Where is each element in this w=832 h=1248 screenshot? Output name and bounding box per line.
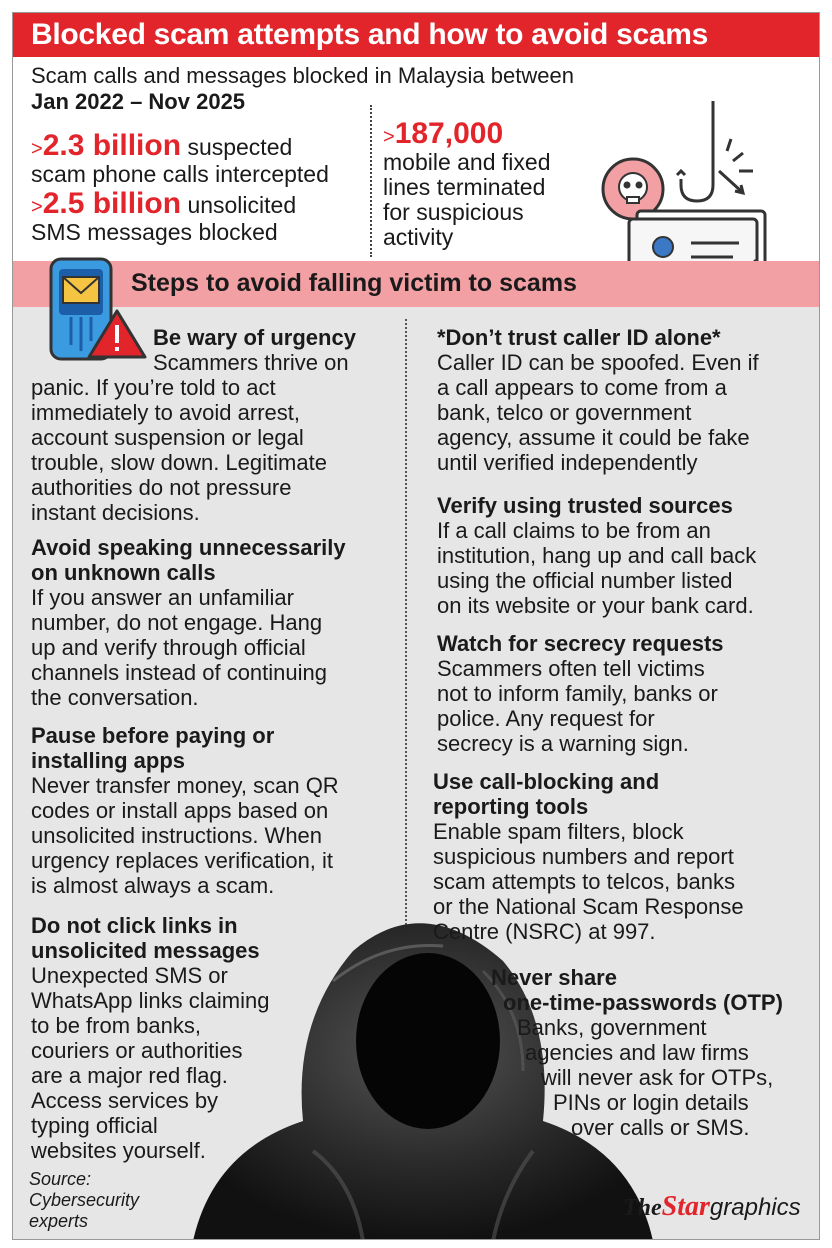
step-secrecy	[437, 631, 724, 756]
step-body-line: instant decisions.	[31, 500, 200, 525]
step-body-line: WhatsApp links claiming	[31, 988, 270, 1013]
step-trusted-sources	[437, 493, 756, 618]
stat-lines-value: 187,000	[394, 117, 504, 150]
step-body-line: is almost always a scam.	[31, 873, 275, 898]
brand-logo	[623, 1191, 801, 1223]
stat-calls-line2: scam phone calls intercepted	[31, 161, 329, 187]
step-body-line: secrecy is a warning sign.	[437, 731, 689, 756]
step-title: Be wary of urgency	[153, 325, 356, 350]
stat-lines	[383, 117, 551, 250]
step-urgency	[153, 325, 356, 375]
step-body-line: on its website or your bank card.	[437, 593, 754, 618]
stat-sms-prefix: >	[31, 196, 43, 218]
step-body-line: are a major red flag.	[31, 1063, 228, 1088]
step-urgency-cont	[31, 375, 327, 525]
step-title: Watch for secrecy requests	[437, 631, 724, 656]
step-otp-body-5: over calls or SMS.	[571, 1115, 750, 1140]
step-call-blocking	[433, 769, 744, 944]
stat-lines-line3: for suspicious	[383, 199, 524, 225]
source-note	[29, 1169, 139, 1232]
step-body-line: not to inform family, banks or	[437, 681, 718, 706]
step-body-line: typing official	[31, 1113, 158, 1138]
step-body-line: police. Any request for	[437, 706, 655, 731]
stat-lines-line4: activity	[383, 224, 454, 250]
step-body-line: websites yourself.	[31, 1138, 206, 1163]
step-body-line: immediately to avoid arrest,	[31, 400, 300, 425]
step-body-line: bank, telco or government	[437, 400, 692, 425]
source-line: Cybersecurity	[29, 1190, 140, 1210]
step-body-line: channels instead of continuing	[31, 660, 327, 685]
step-body-line: authorities do not pressure	[31, 475, 292, 500]
stat-calls	[31, 129, 329, 187]
stat-lines-line2: lines terminated	[383, 174, 546, 200]
step-body-line: panic. If you’re told to act	[31, 375, 276, 400]
infographic	[12, 12, 820, 1240]
step-body-line: unsolicited instructions. When	[31, 823, 323, 848]
step-title: installing apps	[31, 748, 186, 773]
stat-sms-value: 2.5 billion	[42, 187, 182, 220]
step-body-line: Unexpected SMS or	[31, 963, 228, 988]
page-title: Blocked scam attempts and how to avoid scams	[31, 18, 709, 51]
phone-message-icon	[37, 253, 157, 363]
step-body-line: number, do not engage. Hang	[31, 610, 323, 635]
step-pause-paying	[31, 723, 339, 898]
step-body-line: If a call claims to be from an	[437, 518, 711, 543]
stat-calls-value: 2.3 billion	[42, 129, 182, 162]
step-body-line: scam attempts to telcos, banks	[433, 869, 736, 894]
step-body-line: agency, assume it could be fake	[437, 425, 750, 450]
step-body-line: until verified independently	[437, 450, 698, 475]
step-title: Use call-blocking and	[433, 769, 660, 794]
step-body-line: Centre (NSRC) at 997.	[433, 919, 656, 944]
step-caller-id	[437, 325, 759, 475]
hook-phishing-icon	[677, 101, 753, 201]
step-body-line: trouble, slow down. Legitimate	[31, 450, 327, 475]
step-title: *Don’t trust caller ID alone*	[437, 325, 721, 350]
stat-calls-prefix: >	[31, 138, 43, 160]
step-body-line: codes or install apps based on	[31, 798, 329, 823]
step-title: on unknown calls	[31, 560, 216, 585]
step-body-line: the conversation.	[31, 685, 199, 710]
stat-lines-prefix: >	[383, 126, 395, 148]
step-title: Pause before paying or	[31, 723, 275, 748]
step-otp-title-1: Never share	[491, 965, 617, 990]
step-body-line: up and verify through official	[31, 635, 306, 660]
step-body-line: If you answer an unfamiliar	[31, 585, 294, 610]
step-otp-body-3: will never ask for OTPs,	[541, 1065, 774, 1090]
step-body-line: Scammers often tell victims	[437, 656, 705, 681]
source-line: Source:	[29, 1169, 92, 1189]
step-body-line: using the official number listed	[437, 568, 733, 593]
step-title: Do not click links in	[31, 913, 238, 938]
stats-divider	[370, 105, 372, 257]
source-line: experts	[29, 1211, 89, 1231]
step-title: reporting tools	[433, 794, 589, 819]
steps-heading: Steps to avoid falling victim to scams	[131, 269, 577, 297]
step-otp-body-4: PINs or login details	[553, 1090, 749, 1115]
step-body-line: Caller ID can be spoofed. Even if	[437, 350, 759, 375]
step-body-line: Scammers thrive on	[153, 350, 349, 375]
stats-intro: Scam calls and messages blocked in Malaysia between	[31, 63, 574, 88]
stat-calls-line1: suspected	[187, 134, 293, 160]
steps-divider	[405, 319, 407, 929]
stats-period: Jan 2022 – Nov 2025	[31, 89, 246, 114]
brand-graphics: graphics	[709, 1194, 801, 1221]
step-otp-body-1: Banks, government	[517, 1015, 707, 1040]
step-body-line: suspicious numbers and report	[433, 844, 734, 869]
step-body-line: institution, hang up and call back	[437, 543, 757, 568]
step-body-line: to be from banks,	[31, 1013, 201, 1038]
step-title: Verify using trusted sources	[437, 493, 733, 518]
step-body-line: Enable spam filters, block	[433, 819, 684, 844]
step-body-line: urgency replaces verification, it	[31, 848, 334, 873]
step-unknown-calls	[31, 535, 346, 710]
stat-sms-line1: unsolicited	[187, 192, 297, 218]
brand-star: Star	[661, 1191, 710, 1222]
stat-lines-line1: mobile and fixed	[383, 149, 551, 175]
step-otp-body-2: agencies and law firms	[525, 1040, 749, 1065]
step-title: unsolicited messages	[31, 938, 260, 963]
step-otp-title-2: one-time-passwords (OTP)	[503, 990, 783, 1015]
step-body-line: account suspension or legal	[31, 425, 304, 450]
step-title: Avoid speaking unnecessarily	[31, 535, 346, 560]
title-bar	[13, 13, 819, 57]
step-links	[31, 913, 269, 1163]
stat-sms	[31, 187, 297, 245]
step-body-line: or the National Scam Response	[433, 894, 744, 919]
steps-section	[13, 261, 819, 1240]
stat-sms-line2: SMS messages blocked	[31, 219, 278, 245]
step-body-line: Never transfer money, scan QR	[31, 773, 339, 798]
step-body-line: Access services by	[31, 1088, 219, 1113]
brand-the: The	[623, 1195, 662, 1221]
step-body-line: a call appears to come from a	[437, 375, 727, 400]
stats-section	[13, 57, 819, 261]
step-body-line: couriers or authorities	[31, 1038, 243, 1063]
